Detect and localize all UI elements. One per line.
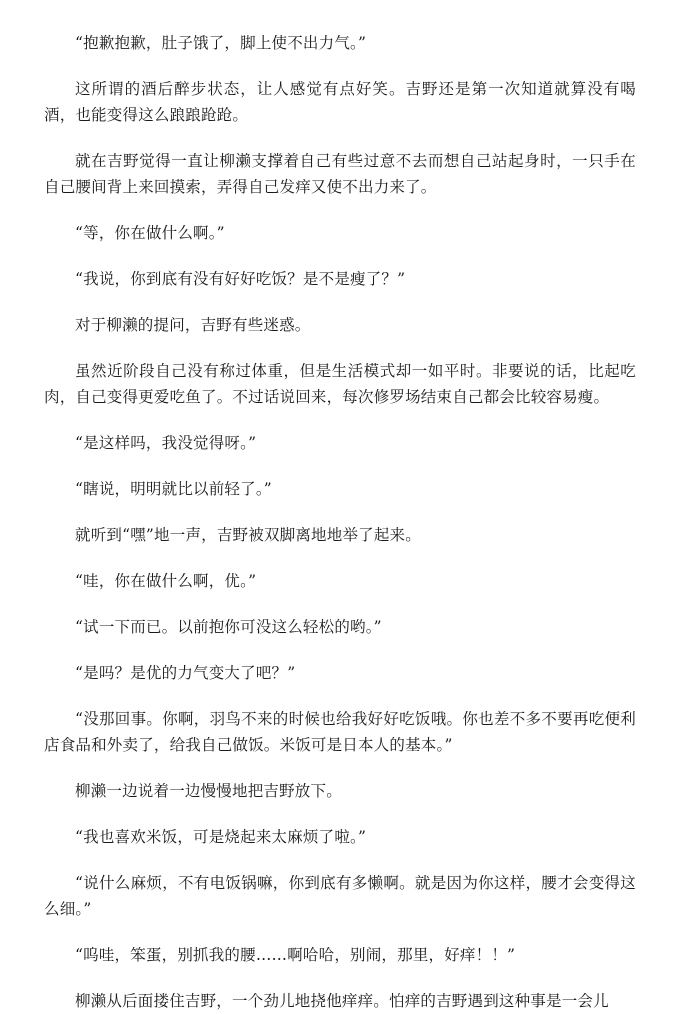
paragraph: “说什么麻烦，不有电饭锅嘛，你到底有多懒啊。就是因为你这样，腰才会变得这么细。” xyxy=(44,874,636,918)
paragraph: “试一下而已。以前抱你可没这么轻松的哟。” xyxy=(75,618,382,636)
paragraph: 这所谓的酒后醉步状态，让人感觉有点好笑。吉野还是第一次知道就算没有喝酒，也能变得这么踉踉跄跄。 xyxy=(44,80,636,124)
paragraph: “抱歉抱歉，肚子饿了，脚上使不出力气。” xyxy=(75,34,367,52)
paragraph: “是吗？是优的力气变大了吧？” xyxy=(75,664,296,682)
paragraph: 就在吉野觉得一直让柳濑支撑着自己有些过意不去而想自己站起身时，一只手在自己腰间背上来回摸索，弄得自己发痒又使不出力来了。 xyxy=(44,152,636,196)
paragraph: “等，你在做什么啊。” xyxy=(75,224,225,242)
paragraph: 柳濑一边说着一边慢慢地把吉野放下。 xyxy=(75,782,342,800)
paragraph: 柳濑从后面搂住吉野，一个劲儿地挠他痒痒。怕痒的吉野遇到这种事是一会儿 xyxy=(75,992,609,1010)
paragraph: “呜哇，笨蛋，别抓我的腰……啊哈哈，别闹，那里，好痒！！” xyxy=(75,946,516,964)
paragraph: 虽然近阶段自己没有称过体重，但是生活模式却一如平时。非要说的话，比起吃肉，自己变得更爱吃鱼了。不过话说回来，每次修罗场结束自己都会比较容易瘦。 xyxy=(44,362,636,406)
paragraph: “我也喜欢米饭，可是烧起来太麻烦了啦。” xyxy=(75,828,367,846)
paragraph: “没那回事。你啊，羽鸟不来的时候也给我好好吃饭哦。你也差不多不要再吃便利店食品和外卖了，给我自己做饭。米饭可是日本人的基本。” xyxy=(44,710,636,754)
paragraph: “我说，你到底有没有好好吃饭？是不是瘦了？” xyxy=(75,270,406,288)
paragraph: “瞎说，明明就比以前轻了。” xyxy=(75,480,272,498)
paragraph: “哇，你在做什么啊，优。” xyxy=(75,572,257,590)
paragraph: “是这样吗，我没觉得呀。” xyxy=(75,434,257,452)
paragraph: 对于柳濑的提问，吉野有些迷惑。 xyxy=(75,316,311,334)
paragraph: 就听到“嘿”地一声，吉野被双脚离地地举了起来。 xyxy=(75,526,421,544)
